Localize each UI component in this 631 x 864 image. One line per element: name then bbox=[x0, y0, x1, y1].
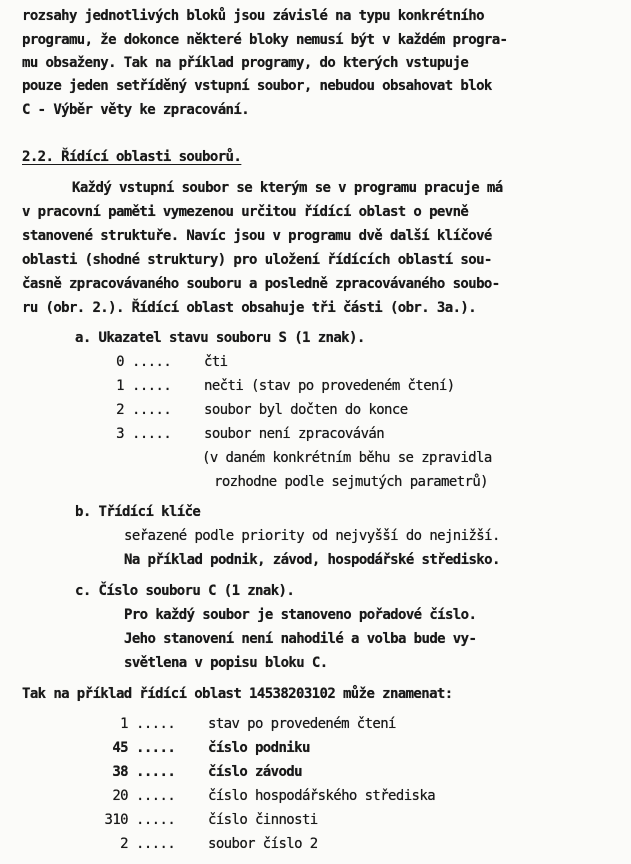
paragraph-line: oblasti (shodné struktury) pro uložení řídících oblastí sou- bbox=[22, 252, 492, 268]
dot-leader: ..... bbox=[136, 740, 176, 756]
paragraph-line: Každý vstupní soubor se kterým se v programu pracuje má bbox=[72, 180, 503, 196]
status-description: čti bbox=[204, 354, 228, 370]
dot-leader: ..... bbox=[132, 378, 172, 394]
example-row bbox=[100, 812, 318, 828]
paragraph-line: časně zpracovávaného souboru a posledně zpracovávaného soubo- bbox=[22, 276, 500, 292]
paragraph-line: ru (obr. 2.). Řídící oblast obsahuje tři části (obr. 3a.). bbox=[22, 300, 477, 316]
example-intro: Tak na příklad řídící oblast 14538203102 může znamenat: bbox=[22, 686, 453, 702]
status-description: nečti (stav po provedeném čtení) bbox=[204, 378, 455, 394]
example-description: stav po provedeném čtení bbox=[208, 716, 396, 732]
example-description: soubor číslo 2 bbox=[208, 836, 318, 852]
status-description: soubor není zpracováván bbox=[204, 426, 385, 442]
paragraph-line: v pracovní paměti vymezenou určitou řídící oblast o pevně bbox=[22, 204, 469, 220]
example-value: 38 bbox=[112, 764, 128, 780]
example-value: 310 bbox=[104, 812, 128, 828]
example-value: 20 bbox=[112, 788, 128, 804]
intro-line: pouze jeden setříděný vstupní soubor, nebudou obsahovat blok bbox=[22, 78, 492, 94]
status-code: 3 bbox=[116, 426, 124, 442]
example-row bbox=[100, 836, 318, 852]
status-description: soubor byl dočten do konce bbox=[204, 402, 408, 418]
status-code-row bbox=[100, 378, 455, 394]
example-description: číslo hospodářského střediska bbox=[208, 788, 436, 804]
part-c-line: Jeho stanovení není nahodilé a volba bude vy- bbox=[124, 631, 477, 647]
example-row bbox=[100, 764, 302, 780]
status-code-row bbox=[100, 426, 384, 442]
example-value: 2 bbox=[120, 836, 128, 852]
example-row bbox=[100, 740, 310, 756]
status-note: (v daném konkrétním běhu se zpravidla bbox=[202, 450, 492, 466]
intro-line: mu obsaženy. Tak na příklad programy, do kterých vstupuje bbox=[22, 55, 469, 71]
example-value: 45 bbox=[112, 740, 128, 756]
status-code-row bbox=[100, 402, 408, 418]
part-b-title: b. Třídící klíče bbox=[75, 504, 201, 520]
dot-leader: ..... bbox=[136, 788, 176, 804]
intro-line: rozsahy jednotlivých bloků jsou závislé na typu konkrétního bbox=[22, 8, 484, 24]
example-description: číslo závodu bbox=[208, 764, 302, 780]
part-c-title: c. Číslo souboru C (1 znak). bbox=[75, 583, 295, 599]
part-b-line: seřazené podle priority od nejvyšší do nejnižší. bbox=[124, 528, 500, 544]
status-code: 0 bbox=[116, 354, 124, 370]
dot-leader: ..... bbox=[136, 764, 176, 780]
intro-line: C - Výběr věty ke zpracování. bbox=[22, 102, 250, 118]
example-row bbox=[100, 788, 435, 804]
dot-leader: ..... bbox=[136, 812, 176, 828]
part-c-line: světlena v popisu bloku C. bbox=[124, 655, 328, 671]
example-description: číslo podniku bbox=[208, 740, 310, 756]
section-heading: 2.2. Řídící oblasti souborů. bbox=[22, 149, 242, 165]
dot-leader: ..... bbox=[132, 354, 172, 370]
dot-leader: ..... bbox=[136, 716, 176, 732]
status-note: rozhodne podle sejmutých parametrů) bbox=[214, 474, 489, 490]
status-code: 2 bbox=[116, 402, 124, 418]
dot-leader: ..... bbox=[136, 836, 176, 852]
example-description: číslo činnosti bbox=[208, 812, 318, 828]
part-a-title: a. Ukazatel stavu souboru S (1 znak). bbox=[75, 330, 365, 346]
status-code: 1 bbox=[116, 378, 124, 394]
example-row bbox=[100, 716, 396, 732]
dot-leader: ..... bbox=[132, 426, 172, 442]
intro-line: programu, že dokonce některé bloky nemusí být v každém progra- bbox=[22, 32, 508, 48]
part-b-line: Na příklad podnik, závod, hospodářské středisko. bbox=[124, 552, 500, 568]
paragraph-line: stanovené struktuře. Navíc jsou v programu dvě další klíčové bbox=[22, 228, 492, 244]
dot-leader: ..... bbox=[132, 402, 172, 418]
part-c-line: Pro každý soubor je stanoveno pořadové číslo. bbox=[124, 607, 477, 623]
status-code-row bbox=[100, 354, 228, 370]
example-value: 1 bbox=[120, 716, 128, 732]
